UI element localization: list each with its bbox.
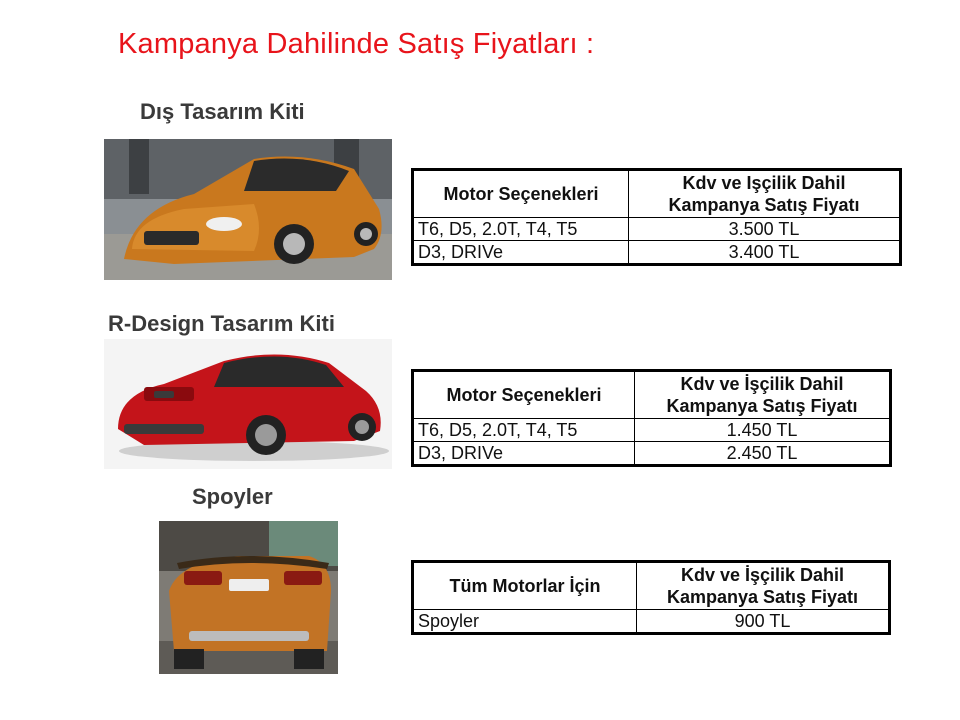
col-header-price-line2: Kampanya Satış Fiyatı: [666, 587, 859, 607]
engine-cell: D3, DRIVe: [413, 442, 635, 466]
kit-heading-rdesign: R-Design Tasarım Kiti: [108, 311, 335, 336]
price-cell: 2.450 TL: [635, 442, 891, 466]
engine-cell: D3, DRIVe: [413, 241, 629, 265]
col-header-price: [629, 170, 901, 218]
price-table-spoiler: [411, 560, 891, 635]
table-row: [413, 241, 901, 265]
price-table-rdesign-kit: [411, 369, 892, 467]
price-cell: 1.450 TL: [635, 419, 891, 442]
col-header-price-line1: Kdv ve Işçilik Dahil: [682, 173, 846, 193]
col-header-engine: Motor Seçenekleri: [413, 371, 635, 419]
engine-cell: T6, D5, 2.0T, T4, T5: [413, 419, 635, 442]
col-header-price-line1: Kdv ve İşçilik Dahil: [680, 374, 844, 394]
orange-car-front-photo: [104, 139, 392, 280]
engine-cell: Spoyler: [413, 610, 637, 634]
table-row: [413, 610, 890, 634]
price-table-exterior-kit: [411, 168, 902, 266]
kit-heading-exterior: Dış Tasarım Kiti: [140, 99, 305, 124]
page-title: Kampanya Dahilinde Satış Fiyatları :: [118, 28, 595, 60]
price-cell: 3.500 TL: [629, 218, 901, 241]
kit-heading-spoiler: Spoyler: [192, 484, 273, 509]
orange-car-spoiler-photo: [159, 521, 338, 674]
engine-cell: T6, D5, 2.0T, T4, T5: [413, 218, 629, 241]
col-header-price: [637, 562, 890, 610]
price-cell: 3.400 TL: [629, 241, 901, 265]
table-row: [413, 218, 901, 241]
red-car-rear-photo: [104, 339, 392, 469]
col-header-price-line1: Kdv ve İşçilik Dahil: [680, 565, 845, 585]
col-header-engine: Tüm Motorlar İçin: [413, 562, 637, 610]
col-header-price-line2: Kampanya Satış Fiyatı: [668, 195, 860, 215]
col-header-price-line2: Kampanya Satış Fiyatı: [666, 396, 858, 416]
table-row: [413, 442, 891, 466]
col-header-price: [635, 371, 891, 419]
col-header-engine: Motor Seçenekleri: [413, 170, 629, 218]
table-row: [413, 419, 891, 442]
price-cell: 900 TL: [637, 610, 890, 634]
